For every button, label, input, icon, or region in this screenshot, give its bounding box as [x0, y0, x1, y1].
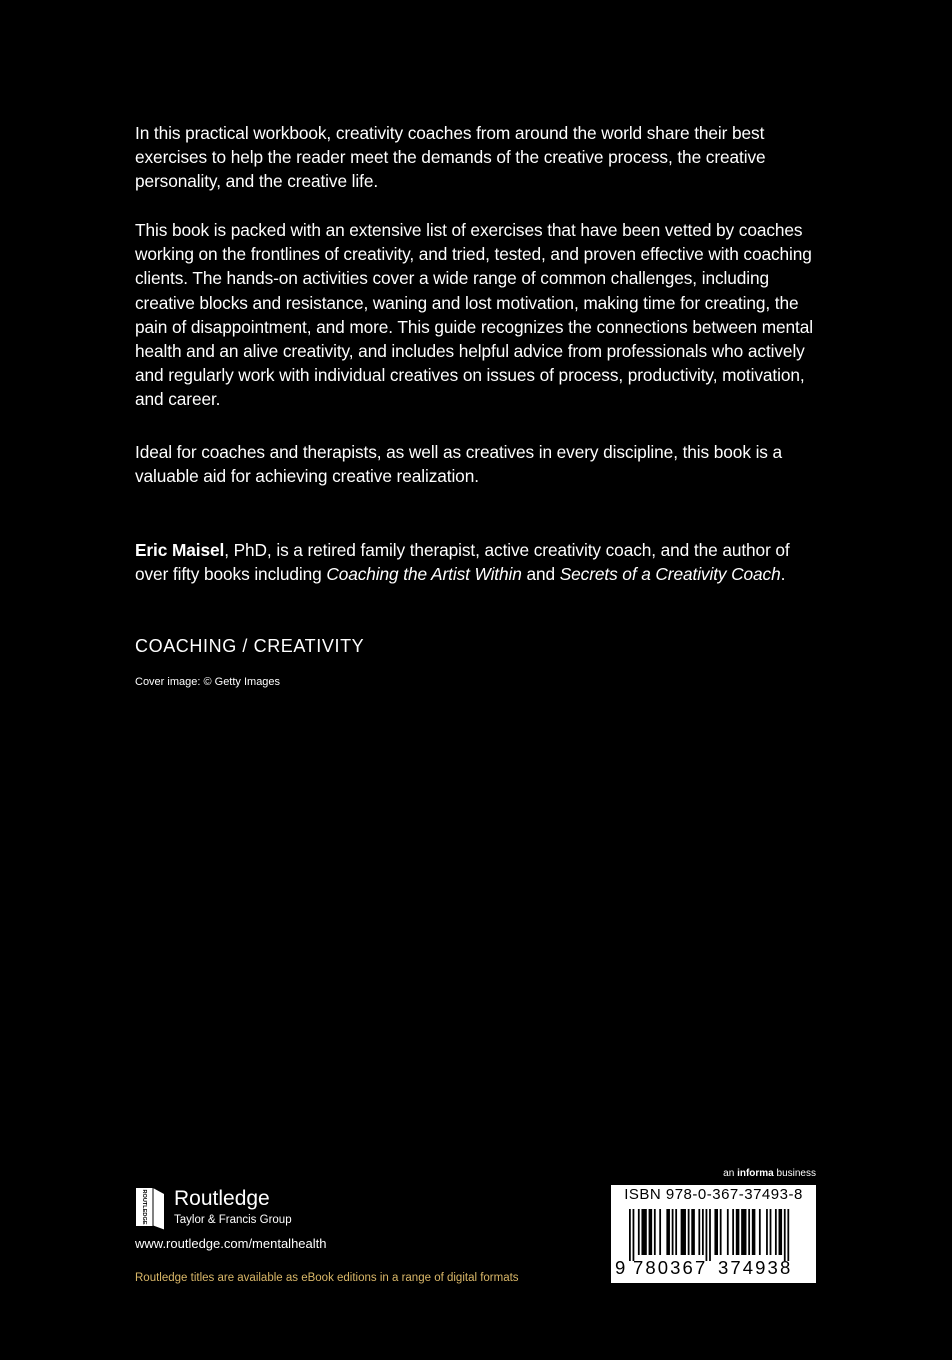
barcode-bar [691, 1209, 695, 1255]
barcode-bar [706, 1209, 708, 1261]
barcode-bar [633, 1209, 635, 1261]
barcode-bar [675, 1209, 677, 1255]
publisher-name: Routledge [174, 1187, 270, 1210]
barcode-bar [672, 1209, 674, 1255]
barcode-bar [702, 1209, 704, 1255]
barcode-bar [766, 1209, 768, 1255]
barcode-bar [720, 1209, 722, 1255]
svg-text:ROUTLEDGE: ROUTLEDGE [141, 1189, 148, 1225]
barcode-bar [666, 1209, 670, 1255]
barcode-bar [688, 1209, 690, 1255]
subject-category: COACHING / CREATIVITY [135, 636, 365, 656]
barcode-digits-right: 374938 [718, 1257, 793, 1278]
routledge-logo-icon [135, 1186, 165, 1232]
description-paragraph-1: In this practical workbook, creativity coaches from around the world share their best exercises to help the reader meet the demands of the creative process, the creative personality, and the creative life. [135, 123, 766, 192]
isbn-barcode [611, 1185, 816, 1283]
barcode-bar [654, 1209, 656, 1255]
ebook-note: Routledge titles are available as eBook editions in a range of digital formats [135, 1272, 519, 1284]
informa-business-label: an informa business [723, 1168, 816, 1179]
publisher-url[interactable]: www.routledge.com/mentalhealth [135, 1236, 327, 1251]
barcode-bar [638, 1209, 640, 1255]
barcode-bar [741, 1209, 746, 1255]
barcode-bar [784, 1209, 786, 1261]
barcode-bar [775, 1209, 777, 1255]
barcode-bar [698, 1209, 700, 1255]
book-title-2: Secrets of a Creativity Coach [559, 564, 781, 585]
barcode-bar [714, 1209, 718, 1255]
author-name: Eric Maisel [135, 540, 225, 560]
author-bio-text-1: , PhD, is a retired family therapist, active creativity coach, and the author of over fifty books including [135, 540, 790, 585]
cover-image-credit: Cover image: © Getty Images [135, 676, 281, 688]
barcode-bar [770, 1209, 772, 1255]
isbn-label: ISBN 978-0-367-37493-8 [624, 1186, 803, 1203]
barcode-bar [641, 1209, 646, 1255]
description-paragraph-2: This book is packed with an extensive list of exercises that have been vetted by coaches working on the frontlines of creativity, and tried, tested, and proven effective with coaching clients. The hands-on activities cover a wide range of common challenges, including creative blocks and resistance, waning and lost motivation, making time for creating, the pain of disappointment, and more. This guide recognizes the connections between mental health and an alive creativity, and includes helpful advice from professionals who actively and regularly work with individual creatives on issues of process, productivity, motivation, and career. [135, 220, 813, 410]
author-bio [135, 538, 825, 586]
book-title-1: Coaching the Artist Within [326, 564, 522, 585]
barcode-bar [649, 1209, 653, 1255]
barcode-bar [709, 1209, 711, 1261]
author-bio-text-2: and [521, 564, 560, 585]
barcode-bar [779, 1209, 783, 1255]
barcode-bar [759, 1209, 761, 1255]
barcode-bar [748, 1209, 750, 1255]
barcode-digit-first: 9 [615, 1257, 628, 1278]
barcode-bar [659, 1209, 661, 1255]
author-bio-end: . [780, 564, 786, 585]
barcode-bar [787, 1209, 789, 1261]
barcode-bar [732, 1209, 734, 1255]
description-paragraph-3: Ideal for coaches and therapists, as well as creatives in every discipline, this book is a valuable aid for achieving creative realization. [135, 442, 783, 487]
publisher-group: Taylor & Francis Group [174, 1214, 292, 1226]
barcode-bar [681, 1209, 686, 1255]
barcode-bar [752, 1209, 756, 1255]
informa-brand: informa [737, 1168, 774, 1179]
barcode-bar [727, 1209, 729, 1255]
barcode-bar [629, 1209, 631, 1261]
barcode-digits-left: 780367 [633, 1257, 708, 1278]
barcode-bar [736, 1209, 740, 1255]
